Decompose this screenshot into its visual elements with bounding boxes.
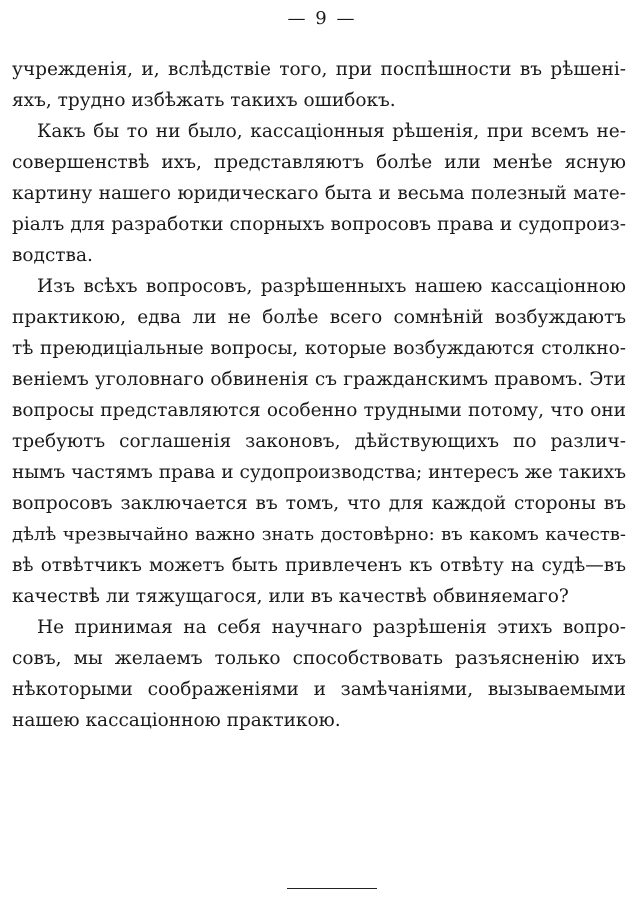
- text-line: нымъ частямъ права и судопроизводства; интересъ же такихъ: [12, 462, 626, 483]
- text-line: дѣлѣ чрезвычайно важно знать достовѣрно: въ какомъ качеств-: [12, 524, 626, 545]
- text-line: вопросы представляются особенно трудными потому, что они: [12, 400, 626, 421]
- footer-rule: [287, 888, 377, 889]
- text-line: веніемъ уголовнаго обвиненія съ гражданскимъ правомъ. Эти: [12, 369, 626, 390]
- text-line: Какъ бы то ни было, кассаціонныя рѣшенія, при всемъ не-: [37, 121, 626, 142]
- text-line: тѣ преюдиціальные вопросы, которые возбуждаются столкно-: [12, 338, 626, 359]
- text-line: вѣ отвѣтчикъ можетъ быть привлеченъ къ отвѣту на судѣ—въ: [12, 555, 626, 576]
- text-line: Изъ всѣхъ вопросовъ, разрѣшенныхъ нашею кассаціонною: [37, 276, 626, 297]
- text-line: нашею кассаціонною практикою.: [12, 710, 341, 731]
- text-line: ріалъ для разработки спорныхъ вопросовъ права и судопроиз-: [12, 214, 626, 235]
- text-line: водства.: [12, 245, 93, 266]
- text-line: совершенствѣ ихъ, представляютъ болѣе или менѣе ясную: [12, 152, 626, 173]
- text-line: совъ, мы желаемъ только способствовать разъясненію ихъ: [12, 648, 626, 669]
- text-line: Не принимая на себя научнаго разрѣшенія этихъ вопро-: [37, 617, 626, 638]
- text-line: практикою, едва ли не болѣе всего сомнѣній возбуждаютъ: [12, 307, 626, 328]
- text-line: нѣкоторыми соображеніями и замѣчаніями, вызываемыми: [12, 679, 626, 700]
- text-line: яхъ, трудно избѣжать такихъ ошибокъ.: [12, 90, 396, 111]
- text-line: картину нашего юридическаго быта и весьма полезный мате-: [12, 183, 626, 204]
- text-line: требуютъ соглашенія законовъ, дѣйствующихъ по различ-: [12, 431, 626, 452]
- text-line: качествѣ ли тяжущагося, или въ качествѣ обвиняемаго?: [12, 586, 569, 607]
- page-number: — 9 —: [287, 8, 357, 29]
- text-line: учрежденія, и, вслѣдствіе того, при поспѣшности въ рѣшені-: [12, 59, 626, 80]
- text-line: вопросовъ заключается въ томъ, что для каждой стороны въ: [12, 493, 626, 514]
